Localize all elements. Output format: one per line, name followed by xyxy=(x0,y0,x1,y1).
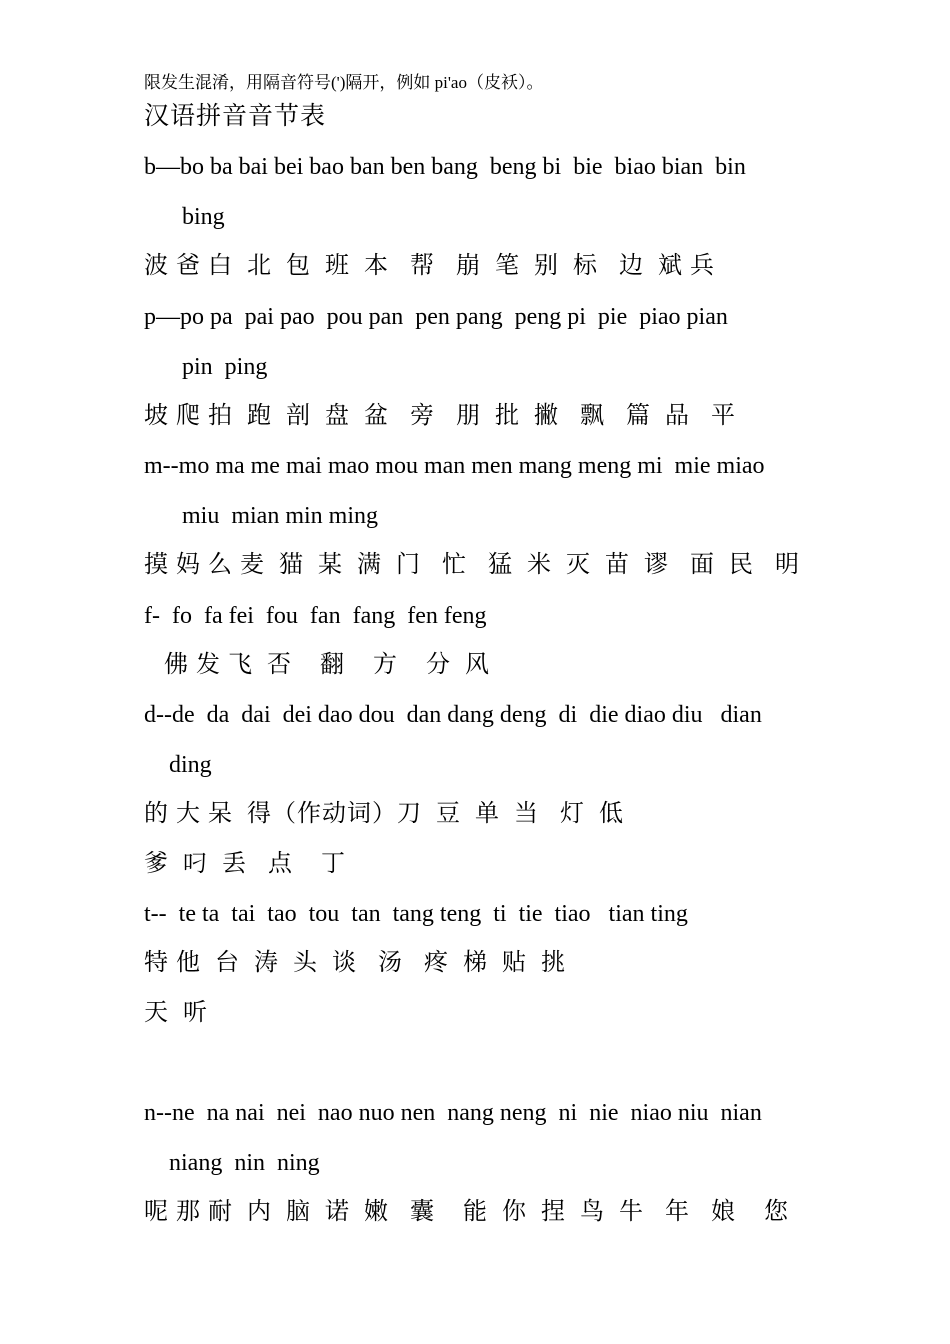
d-pinyin-continuation: ding xyxy=(169,752,212,778)
t-pinyin-line: t-- te ta tai tao tou tan tang teng ti tie tiao tian ting xyxy=(144,901,688,927)
intro-text: 限发生混淆，用隔音符号(')隔开，例如 pi'ao（皮袄）。 xyxy=(144,73,544,92)
b-pinyin-line: b—bo ba bai bei bao ban ben bang beng bi bie biao bian bin xyxy=(144,154,746,180)
n-pinyin-line: n--ne na nai nei nao nuo nen nang neng ni nie niao niu nian xyxy=(144,1100,762,1126)
f-hanzi-line: 佛 发 飞 否 翻 方 分 风 xyxy=(164,652,490,678)
page-title: 汉语拼音音节表 xyxy=(144,103,327,130)
p-pinyin-continuation: pin ping xyxy=(182,354,268,380)
n-pinyin-continuation: niang nin ning xyxy=(169,1150,320,1176)
d-pinyin-line: d--de da dai dei dao dou dan dang deng di die diao diu dian xyxy=(144,702,762,728)
m-pinyin-continuation: miu mian min ming xyxy=(182,503,378,529)
m-hanzi-line: 摸 妈 么 麦 猫 某 满 门 忙 猛 米 灭 苗 谬 面 民 明 xyxy=(144,552,800,578)
d-hanzi-continuation: 爹 叼 丢 点 丁 xyxy=(144,851,346,877)
t-hanzi-line: 特 他 台 涛 头 谈 汤 疼 梯 贴 挑 xyxy=(144,950,566,976)
d-hanzi-line: 的 大 呆 得（作动词）刀 豆 单 当 灯 低 xyxy=(144,801,624,827)
b-pinyin-continuation: bing xyxy=(182,204,225,230)
p-hanzi-line: 坡 爬 拍 跑 剖 盘 盆 旁 朋 批 撇 飘 篇 品 平 xyxy=(144,403,736,429)
b-hanzi-line: 波 爸 白 北 包 班 本 帮 崩 笔 别 标 边 斌 兵 xyxy=(144,253,715,279)
f-pinyin-line: f- fo fa fei fou fan fang fen feng xyxy=(144,603,487,629)
n-hanzi-line: 呢 那 耐 内 脑 诺 嫩 囊 能 你 捏 鸟 牛 年 娘 您 xyxy=(144,1199,789,1225)
p-pinyin-line: p—po pa pai pao pou pan pen pang peng pi pie piao pian xyxy=(144,304,728,330)
t-hanzi-continuation: 天 听 xyxy=(144,1000,208,1026)
m-pinyin-line: m--mo ma me mai mao mou man men mang meng mi mie miao xyxy=(144,453,765,479)
